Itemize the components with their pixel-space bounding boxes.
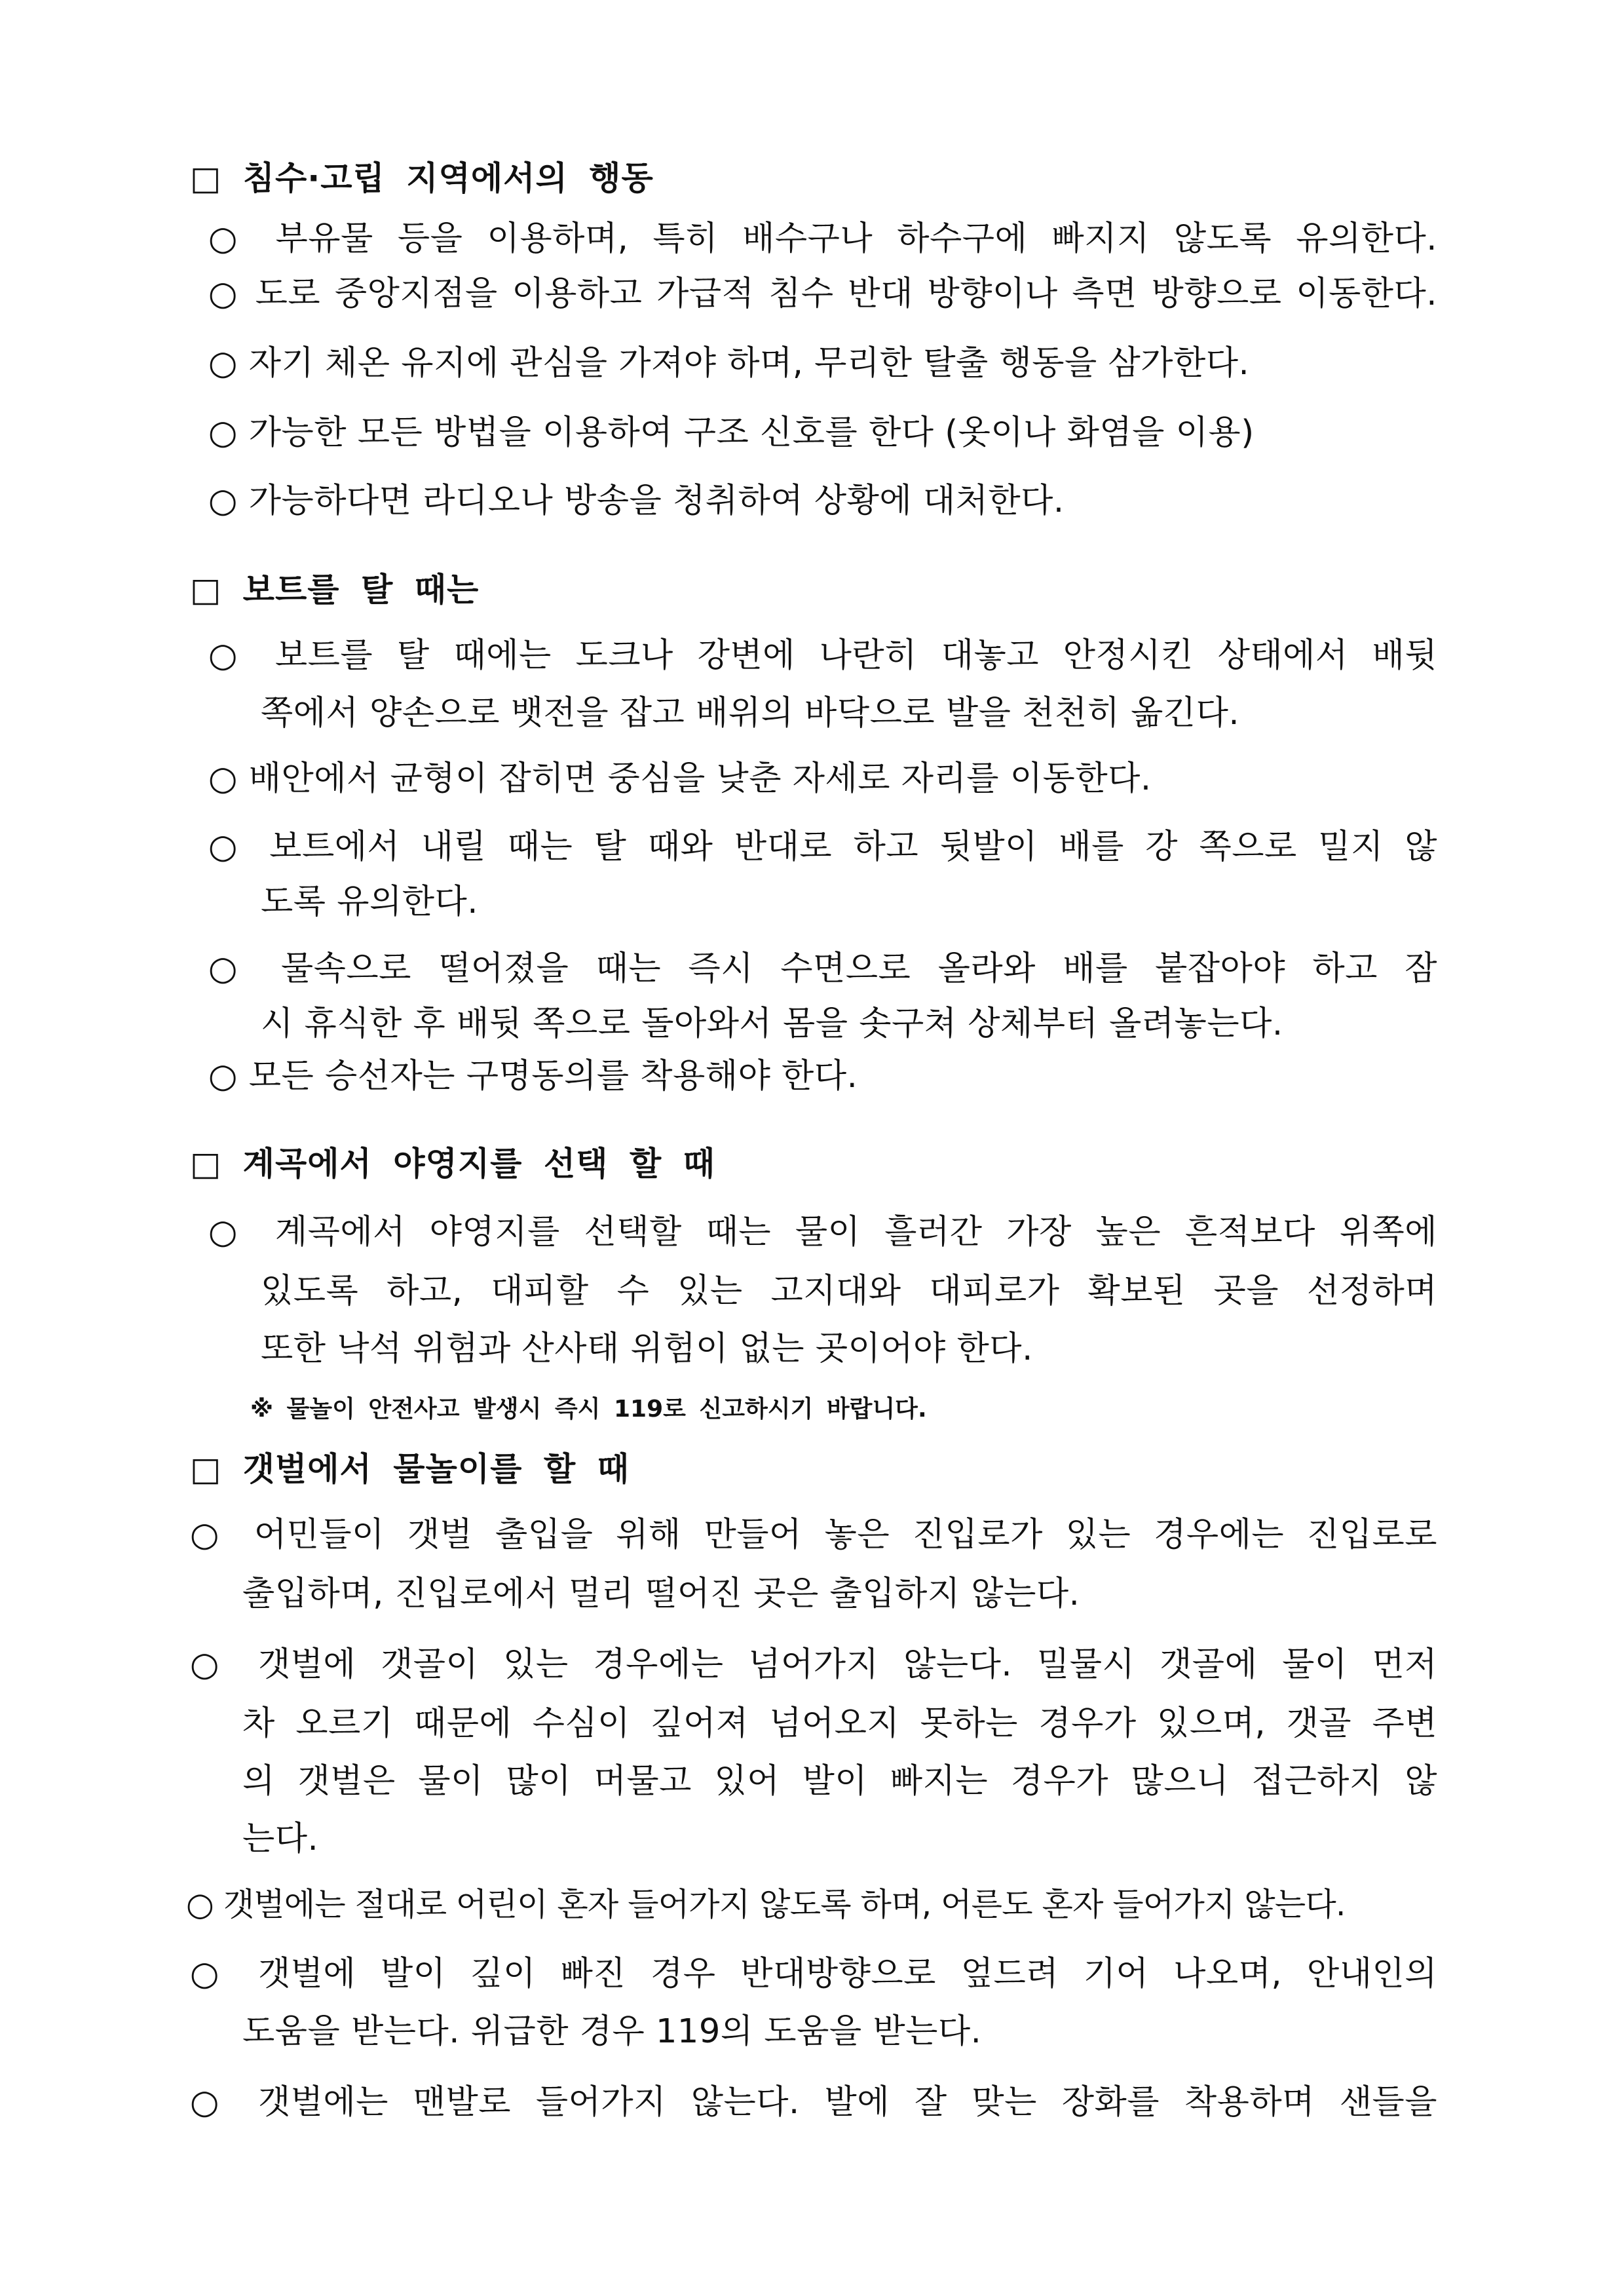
list-item-continuation: 있도록 하고, 대피할 수 있는 고지대와 대피로가 확보된 곳을 선정하며 xyxy=(261,1272,1437,1311)
emergency-note: ※ 물놀이 안전사고 발생시 즉시 119로 신고하시기 바랍니다. xyxy=(250,1396,927,1423)
section-heading-boat: □ 보트를 탈 때는 xyxy=(190,571,480,609)
list-item: ○ 갯벌에 갯골이 있는 경우에는 넘어가지 않는다. 밀물시 갯골에 물이 먼저 xyxy=(190,1645,1437,1684)
list-item: ○ 가능한 모든 방법을 이용하여 구조 신호를 한다 (옷이나 화염을 이용) xyxy=(208,413,1255,452)
list-item-continuation: 는다. xyxy=(242,1820,319,1858)
list-item: ○ 가능하다면 라디오나 방송을 청취하여 상황에 대처한다. xyxy=(208,482,1065,520)
list-item: ○ 자기 체온 유지에 관심을 가져야 하며, 무리한 탈출 행동을 삼가한다. xyxy=(208,344,1250,383)
list-item-continuation: 도록 유의한다. xyxy=(261,883,479,921)
list-item-continuation: 의 갯벌은 물이 많이 머물고 있어 발이 빠지는 경우가 많으니 접근하지 않 xyxy=(242,1762,1437,1801)
section-heading-valley-camp: □ 계곡에서 야영지를 선택 할 때 xyxy=(190,1145,715,1183)
section-heading-flood: □ 침수·고립 지역에서의 행동 xyxy=(190,159,654,197)
list-item: ○ 보트에서 내릴 때는 탈 때와 반대로 하고 뒷발이 배를 강 쪽으로 밀지 않 xyxy=(208,828,1437,866)
list-item-continuation: 또한 낙석 위험과 산사태 위험이 없는 곳이어야 한다. xyxy=(261,1330,1033,1368)
section-heading-mudflat: □ 갯벌에서 물놀이를 할 때 xyxy=(190,1450,630,1488)
list-item: ○ 모든 승선자는 구명동의를 착용해야 한다. xyxy=(208,1057,858,1096)
list-item-continuation: 쪽에서 양손으로 뱃전을 잡고 배위의 바닥으로 발을 천천히 옮긴다. xyxy=(261,694,1240,733)
list-item-continuation: 차 오르기 때문에 수심이 깊어져 넘어오지 못하는 경우가 있으며, 갯골 주변 xyxy=(242,1704,1437,1743)
list-item: ○ 갯벌에는 절대로 어린이 혼자 들어가지 않도록 하며, 어른도 혼자 들어가지 않는다. xyxy=(186,1886,1346,1923)
list-item-continuation: 시 휴식한 후 배뒷 쪽으로 돌아와서 몸을 솟구쳐 상체부터 올려놓는다. xyxy=(261,1004,1283,1043)
list-item: ○ 도로 중앙지점을 이용하고 가급적 침수 반대 방향이나 측면 방향으로 이동한다. xyxy=(208,275,1437,313)
list-item: ○ 부유물 등을 이용하며, 특히 배수구나 하수구에 빠지지 않도록 유의한다. xyxy=(208,220,1437,258)
list-item-continuation: 출입하며, 진입로에서 멀리 떨어진 곳은 출입하지 않는다. xyxy=(242,1575,1080,1613)
list-item: ○ 보트를 탈 때에는 도크나 강변에 나란히 대놓고 안정시킨 상태에서 배뒷 xyxy=(208,636,1437,675)
list-item: ○ 계곡에서 야영지를 선택할 때는 물이 흘러간 가장 높은 흔적보다 위쪽에 xyxy=(208,1213,1437,1252)
list-item-continuation: 도움을 받는다. 위급한 경우 119의 도움을 받는다. xyxy=(242,2012,982,2051)
list-item: ○ 갯벌에 발이 깊이 빠진 경우 반대방향으로 엎드려 기어 나오며, 안내인의 xyxy=(190,1955,1437,1993)
list-item: ○ 물속으로 떨어졌을 때는 즉시 수면으로 올라와 배를 붙잡아야 하고 잠 xyxy=(208,949,1437,988)
list-item: ○ 배안에서 균형이 잡히면 중심을 낮춘 자세로 자리를 이동한다. xyxy=(208,759,1152,798)
list-item: ○ 어민들이 갯벌 출입을 위해 만들어 놓은 진입로가 있는 경우에는 진입로로 xyxy=(190,1516,1437,1554)
list-item: ○ 갯벌에는 맨발로 들어가지 않는다. 발에 잘 맞는 장화를 착용하며 샌들을 xyxy=(190,2083,1437,2122)
